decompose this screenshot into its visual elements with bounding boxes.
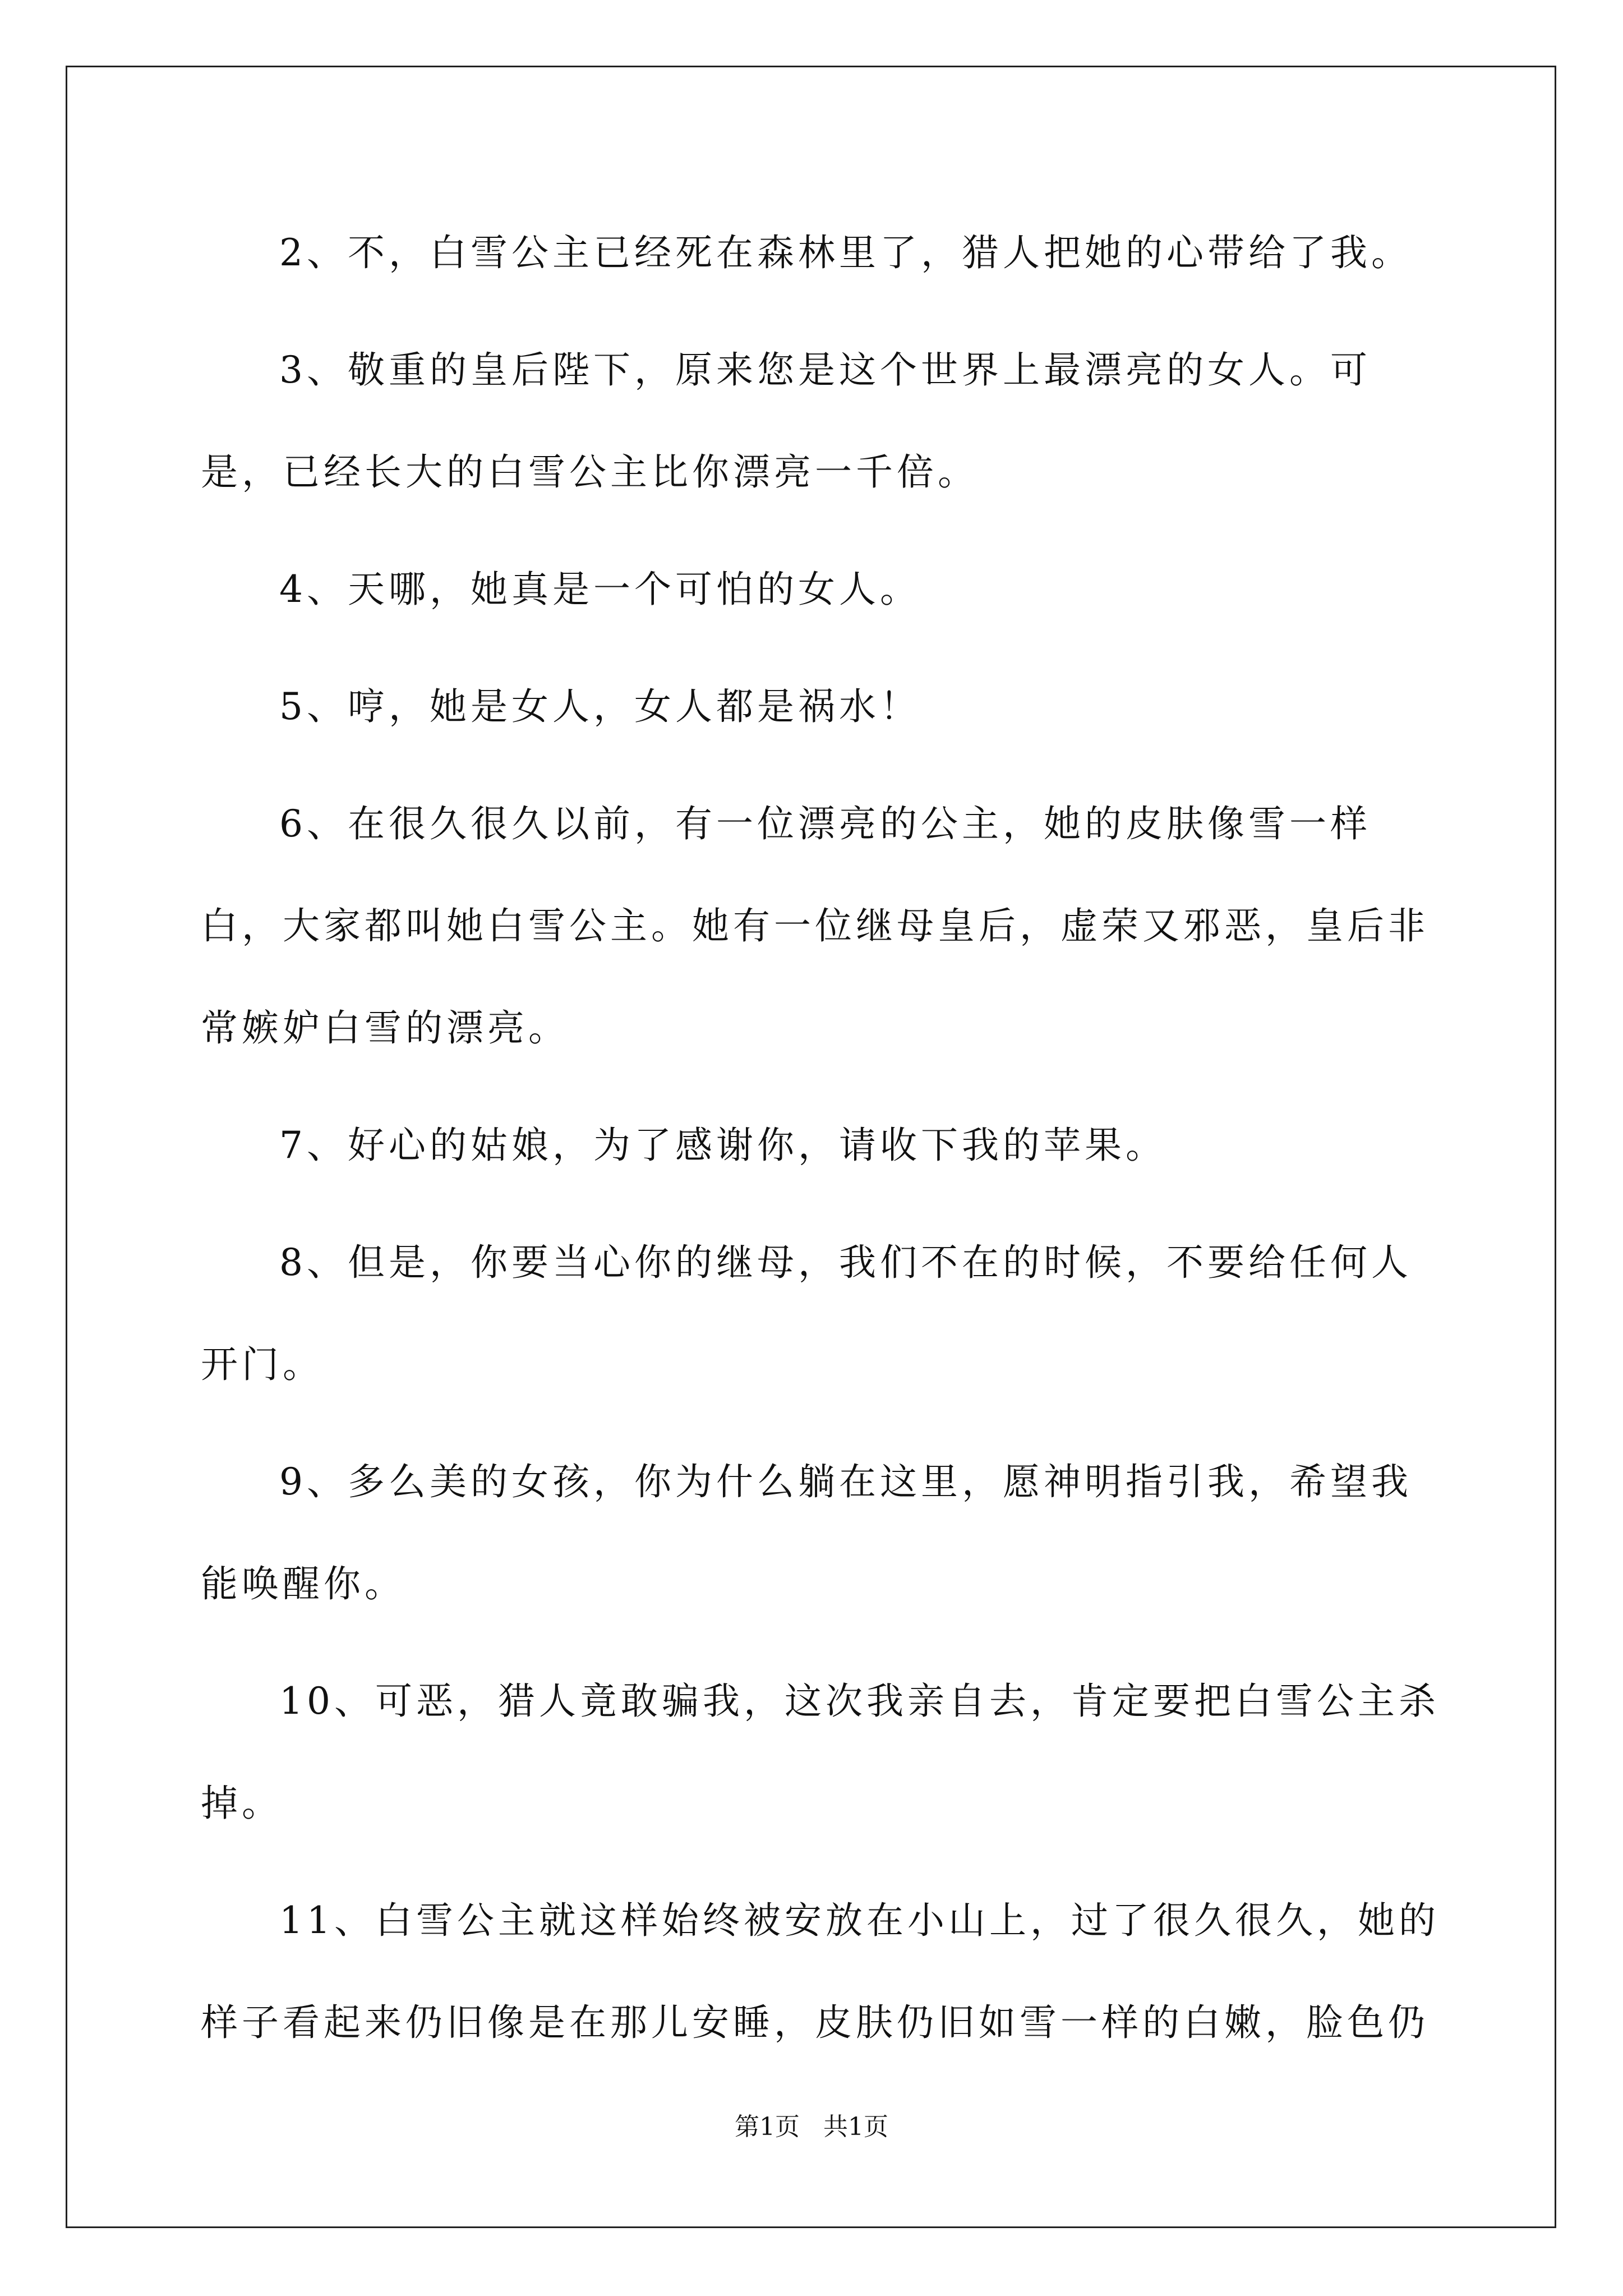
page-footer — [0, 2106, 1623, 2142]
paragraph-5: 5、哼，她是女人，女人都是祸水！ — [279, 685, 921, 728]
document-body — [201, 202, 1440, 2089]
paragraph-8: 8、但是，你要当心你的继母，我们不在的时候，不要给任何人开门。 — [201, 1241, 1412, 1386]
paragraph-11: 11、白雪公主就这样始终被安放在小山上，过了很久很久，她的样子看起来仍旧像是在那儿安睡，皮肤仍旧如雪一样的白嫩，脸色仍 — [201, 1899, 1440, 2044]
page-number: 第1页 — [735, 2113, 800, 2141]
paragraph-6: 6、在很久很久以前，有一位漂亮的公主，她的皮肤像雪一样白，大家都叫她白雪公主。她有一位继母皇后，虚荣又邪恶，皇后非常嫉妒白雪的漂亮。 — [201, 802, 1429, 1050]
page-total: 共1页 — [823, 2113, 888, 2141]
paragraph-2: 2、不，白雪公主已经死在森林里了，猎人把她的心带给了我。 — [279, 231, 1412, 274]
paragraph-3: 3、敬重的皇后陛下，原来您是这个世界上最漂亮的女人。可是，已经长大的白雪公主比你漂亮一千倍。 — [201, 348, 1371, 494]
paragraph-7: 7、好心的姑娘，为了感谢你，请收下我的苹果。 — [279, 1124, 1166, 1167]
paragraph-4: 4、天哪，她真是一个可怕的女人。 — [279, 568, 921, 611]
paragraph-10: 10、可恶，猎人竟敢骗我，这次我亲自去，肯定要把白雪公主杀掉。 — [201, 1680, 1440, 1825]
paragraph-9: 9、多么美的女孩，你为什么躺在这里，愿神明指引我，希望我能唤醒你。 — [201, 1460, 1412, 1605]
